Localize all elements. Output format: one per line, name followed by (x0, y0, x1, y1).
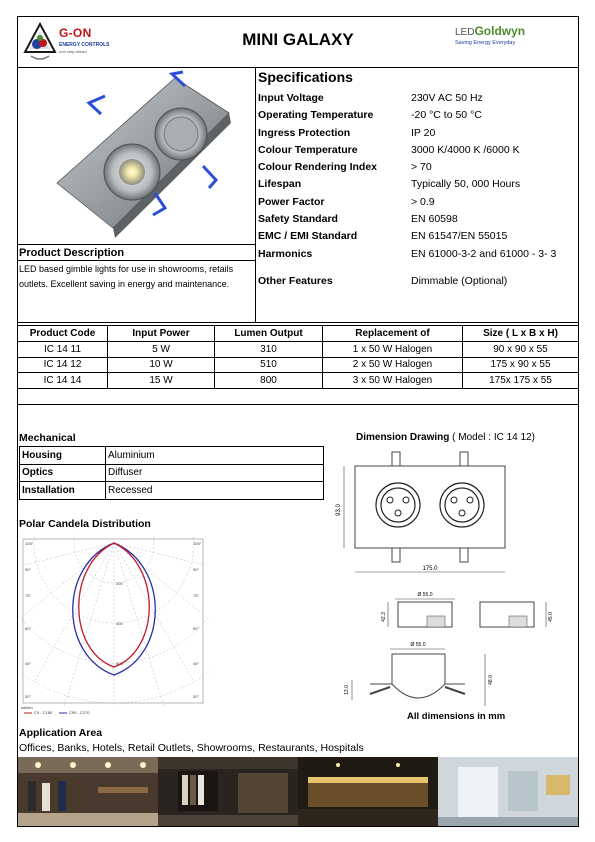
spec-value: > 70 (411, 161, 432, 174)
dim-h2-label: 45.0 (548, 612, 554, 622)
column-header: Lumen Output (215, 326, 323, 342)
polar-angle-label: 30° (25, 694, 32, 699)
table-row (20, 447, 324, 465)
mech-label: Housing (20, 447, 106, 465)
dim-d1-label: Ø 55.0 (417, 592, 433, 598)
vertical-divider (255, 68, 256, 323)
table-cell: 3 x 50 W Halogen (323, 373, 463, 389)
spec-label: Colour Temperature (258, 143, 358, 156)
spec-label: Operating Temperature (258, 109, 374, 122)
models-header-row (18, 326, 579, 342)
spec-row (258, 194, 578, 211)
mech-value: Diffuser (106, 464, 324, 482)
spec-label: Colour Rendering Index (258, 161, 378, 174)
goldwyn-prefix: LED (455, 27, 475, 38)
polar-legend-unit: cd/klm (21, 705, 33, 710)
spec-label: Lifespan (258, 178, 302, 191)
table-row (18, 357, 579, 373)
polar-angle-label: 90° (193, 567, 200, 572)
table-row (18, 342, 579, 358)
mech-label: Optics (20, 464, 106, 482)
table-cell: 5 W (108, 342, 215, 358)
polar-angle-label: 45° (25, 661, 32, 666)
polar-angle-label: 60° (25, 626, 32, 631)
mech-value: Recessed (106, 482, 324, 500)
dim-h4-label: 48.0 (488, 675, 494, 685)
spec-label: Input Voltage (258, 92, 324, 104)
spec-row (258, 125, 578, 142)
polar-angle-label: 30° (193, 694, 200, 699)
other-features-value: Dimmable (Optional) (411, 275, 508, 287)
spec-value: 230V AC 50 Hz (411, 92, 483, 104)
dim-d2-label: Ø 55.0 (410, 642, 426, 648)
polar-chart (19, 535, 209, 715)
hotel-photo (438, 757, 578, 826)
polar-radial-label: 400 (116, 621, 123, 626)
spec-label: Ingress Protection (258, 126, 351, 139)
dimension-note: All dimensions in mm (407, 711, 506, 722)
goldwyn-brand: Goldwyn (474, 24, 526, 38)
table-row (20, 464, 324, 482)
dim-h3-label: 13.0 (344, 685, 350, 695)
polar-radial-label: 200 (116, 581, 123, 586)
spec-row (258, 142, 578, 159)
application-text: Offices, Banks, Hotels, Retail Outlets, Showrooms, Restaurants, Hospitals (19, 742, 364, 754)
dimension-drawing (330, 444, 570, 724)
table-cell: 15 W (108, 373, 215, 389)
other-features-row (258, 275, 578, 292)
table-cell: 1 x 50 W Halogen (323, 342, 463, 358)
dim-h1-label: 42.3 (381, 612, 387, 622)
polar-angle-label: 45° (193, 661, 200, 666)
section-divider (17, 404, 579, 405)
header (17, 16, 579, 68)
polar-legend-c0: C0 - C180 (34, 710, 53, 715)
spec-row (258, 211, 578, 228)
spec-label: Harmonics (258, 247, 313, 260)
spec-value: EN 61000-3-2 and 61000 - 3- 3 (411, 247, 557, 260)
gon-tagline: one step ahead (59, 49, 87, 54)
spec-label: Power Factor (258, 195, 325, 208)
polar-radial-label: 600 (116, 661, 123, 666)
polar-angle-label: 75° (25, 593, 32, 598)
page-title: MINI GALAXY (242, 30, 354, 49)
column-header: Input Power (108, 326, 215, 342)
application-title: Application Area (19, 727, 103, 739)
spec-value: EN 60598 (411, 213, 458, 226)
dim-length-label: 175.0 (422, 566, 438, 572)
table-cell: 800 (215, 373, 323, 389)
dim-height-label: 93.0 (336, 504, 342, 516)
spec-section (17, 68, 579, 323)
polar-angle-label: 105° (25, 541, 34, 546)
spec-row (258, 107, 578, 124)
models-table (17, 325, 579, 389)
spec-label: EMC / EMI Standard (258, 230, 358, 243)
table-cell: 175 x 90 x 55 (463, 357, 579, 373)
showroom-photo (18, 757, 158, 826)
table-cell: IC 14 12 (18, 357, 108, 373)
product-description-title: Product Description (17, 244, 255, 261)
polar-title: Polar Candela Distribution (19, 518, 151, 530)
spec-row (258, 228, 578, 245)
spec-label: Safety Standard (258, 213, 338, 226)
table-cell: IC 14 11 (18, 342, 108, 358)
mech-value: Aluminium (106, 447, 324, 465)
gon-brand: G-ON (59, 26, 92, 40)
mechanical-table (19, 446, 324, 500)
mech-label: Installation (20, 482, 106, 500)
application-photos (18, 757, 578, 826)
polar-angle-label: 75° (193, 593, 200, 598)
spec-value: -20 °C to 50 °C (411, 109, 482, 122)
table-cell: 510 (215, 357, 323, 373)
goldwyn-slogan: Saving Energy Everyday (455, 40, 516, 46)
spec-value: EN 61547/EN 55015 (411, 230, 508, 243)
table-cell: 175x 175 x 55 (463, 373, 579, 389)
other-features-label: Other Features (258, 275, 333, 287)
spec-list (258, 90, 578, 263)
column-header: Replacement of (323, 326, 463, 342)
column-header: Size ( L x B x H) (463, 326, 579, 342)
spec-value: 3000 K/4000 K /6000 K (411, 143, 520, 156)
spec-row (258, 176, 578, 193)
table-row (18, 373, 579, 389)
mechanical-title: Mechanical (19, 432, 76, 444)
table-cell: 10 W (108, 357, 215, 373)
goldwyn-logo (455, 24, 565, 60)
spec-value: > 0.9 (411, 195, 435, 208)
dimension-model: ( Model : IC 14 12) (452, 432, 535, 443)
polar-angle-label: 60° (193, 626, 200, 631)
polar-legend-c90: C90 - C270 (69, 710, 90, 715)
product-description-text: LED based gimble lights for use in showrooms, retails outlets. Excellent saving in energy and maintenance. (19, 264, 234, 289)
column-header: Product Code (18, 326, 108, 342)
polar-angle-label: 105° (193, 541, 202, 546)
specifications-title: Specifications (258, 69, 353, 85)
retail-photo (158, 757, 298, 826)
table-cell: 310 (215, 342, 323, 358)
spec-row (258, 90, 578, 107)
spec-row (258, 246, 578, 263)
table-row (20, 482, 324, 500)
table-cell: 2 x 50 W Halogen (323, 357, 463, 373)
spec-value: Typically 50, 000 Hours (411, 178, 521, 191)
table-cell: IC 14 14 (18, 373, 108, 389)
spec-value: IP 20 (411, 126, 436, 139)
polar-angle-label: 90° (25, 567, 32, 572)
table-cell: 90 x 90 x 55 (463, 342, 579, 358)
restaurant-photo (298, 757, 438, 826)
product-image (17, 68, 255, 244)
spec-row (258, 159, 578, 176)
dimension-title-text: Dimension Drawing (356, 432, 450, 443)
dimension-title (356, 432, 535, 443)
gon-sub: ENERGY CONTROLS (59, 42, 110, 48)
